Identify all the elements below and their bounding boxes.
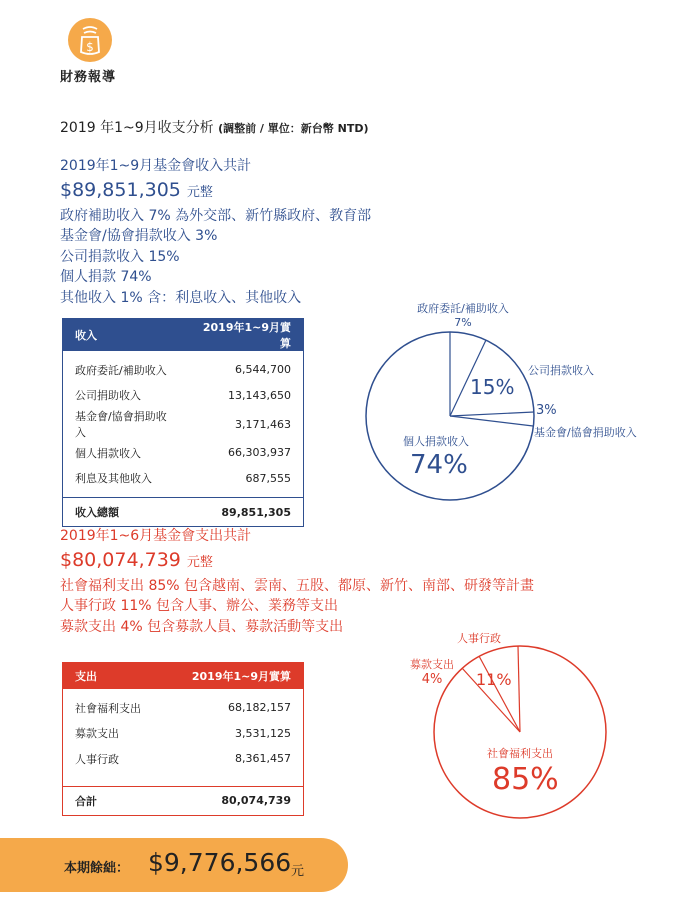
row-label: 公司捐助收入: [75, 389, 141, 403]
row-label: 人事行政: [75, 752, 119, 766]
pie-label-text: 政府委託/補助收入: [417, 302, 509, 315]
row-label: 政府委託/補助收入: [75, 363, 167, 377]
pie-label-ind: 個人捐款收入: [403, 435, 469, 448]
row-label: 利息及其他收入: [75, 472, 152, 486]
income-col2: 2019年1~9月實算: [182, 319, 303, 352]
balance-label: 本期餘絀：: [64, 861, 130, 876]
expense-line: 人事行政 11% 包含人事、辦公、業務等支出: [60, 598, 339, 614]
expense-unit: 元整: [186, 554, 213, 570]
row-label: 募款支出: [75, 727, 119, 741]
row-label: 社會福利支出: [75, 701, 141, 715]
expense-pie-divider: [518, 646, 520, 732]
table-header: [63, 319, 304, 352]
income-pie-divider: [450, 416, 533, 426]
table-total-row: [63, 498, 304, 527]
table-total-row: [63, 786, 304, 815]
svg-text:$: $: [86, 40, 94, 54]
pie-pct-ind: 74%: [410, 450, 468, 480]
row-value: 3,531,125: [235, 726, 291, 740]
income-amount: $89,851,305: [60, 178, 181, 201]
row-label: 個人捐款收入: [75, 446, 141, 460]
pie-pct-welfare: 85%: [492, 762, 559, 797]
income-pie-divider: [450, 412, 534, 416]
table-row: [63, 408, 304, 440]
pie-label-gov: [404, 300, 522, 329]
table-row: [63, 357, 304, 383]
expense-amount-line: [60, 547, 534, 576]
expense-table: [62, 662, 304, 816]
page-title: [60, 117, 368, 137]
total-label: 合計: [63, 786, 165, 815]
table-row: [63, 746, 304, 772]
table-row: [63, 383, 304, 409]
total-label: 收入總額: [63, 498, 183, 527]
income-table: [62, 318, 304, 527]
income-line: 個人捐款 74%: [60, 269, 152, 285]
balance-unit: 元: [291, 864, 305, 879]
brand-name: 財務報導: [60, 70, 117, 85]
title-sub: (調整前 / 單位：新台幣 NTD): [218, 122, 369, 135]
pie-label-corp: 公司捐款收入: [528, 364, 594, 377]
income-heading: 2019年1~9月基金會收入共計: [60, 158, 252, 174]
row-value: 3,171,463: [235, 417, 291, 431]
expense-amount: $80,074,739: [60, 548, 181, 571]
pie-label-hr: 人事行政: [457, 632, 501, 645]
income-summary: [60, 156, 371, 308]
income-col1: 收入: [63, 319, 183, 352]
row-value: 687,555: [245, 471, 291, 485]
expense-col1: 支出: [63, 663, 165, 690]
row-value: 13,143,650: [228, 388, 291, 402]
table-row: [63, 721, 304, 747]
row-value: 6,544,700: [235, 363, 291, 377]
expense-summary: [60, 526, 534, 637]
income-amount-line: [60, 177, 371, 206]
table-row: [63, 466, 304, 492]
pie-label-fund: [404, 656, 460, 687]
pie-label-pct: 4%: [421, 672, 443, 687]
balance-amount: $9,776,566: [148, 848, 292, 877]
income-line: 公司捐款收入 15%: [60, 248, 180, 265]
pie-label-text: 募款支出: [410, 658, 454, 671]
pie-label-pct: 7%: [454, 316, 472, 329]
expense-heading: 2019年1~6月基金會支出共計: [60, 528, 252, 544]
total-value: 89,851,305: [182, 498, 303, 527]
income-line: 基金會/協會捐款收入 3%: [60, 228, 218, 244]
title-main: 2019 年1~9月收支分析: [60, 120, 214, 136]
table-header: [63, 663, 304, 690]
pie-pct-fdn: 3%: [536, 403, 557, 418]
income-unit: 元整: [186, 184, 213, 200]
total-value: 80,074,739: [164, 786, 303, 815]
row-value: 68,182,157: [228, 701, 291, 715]
table-row: [63, 772, 304, 787]
expense-line: 社會福利支出 85% 包含越南、雲南、五股、都原、新竹、南部、研發等計畫: [60, 577, 535, 594]
pie-label-fdn: 基金會/協會捐助收入: [534, 426, 637, 439]
money-jar-icon: [68, 18, 112, 62]
income-line: 其他收入 1% 含：利息收入、其他收入: [60, 289, 302, 306]
row-value: 66,303,937: [228, 446, 291, 460]
table-row: [63, 695, 304, 721]
row-value: 8,361,457: [235, 752, 291, 766]
pie-pct-hr: 11%: [476, 670, 512, 689]
pie-label-welfare: 社會福利支出: [487, 747, 553, 760]
expense-col2: 2019年1~9月實算: [164, 663, 303, 690]
income-line: 政府補助收入 7% 為外交部、新竹縣政府、教育部: [60, 207, 372, 224]
expense-line: 募款支出 4% 包含募款人員、募款活動等支出: [60, 618, 344, 635]
pie-pct-corp: 15%: [470, 375, 515, 399]
table-row: [63, 440, 304, 466]
row-label: 基金會/協會捐助收入: [75, 410, 167, 439]
